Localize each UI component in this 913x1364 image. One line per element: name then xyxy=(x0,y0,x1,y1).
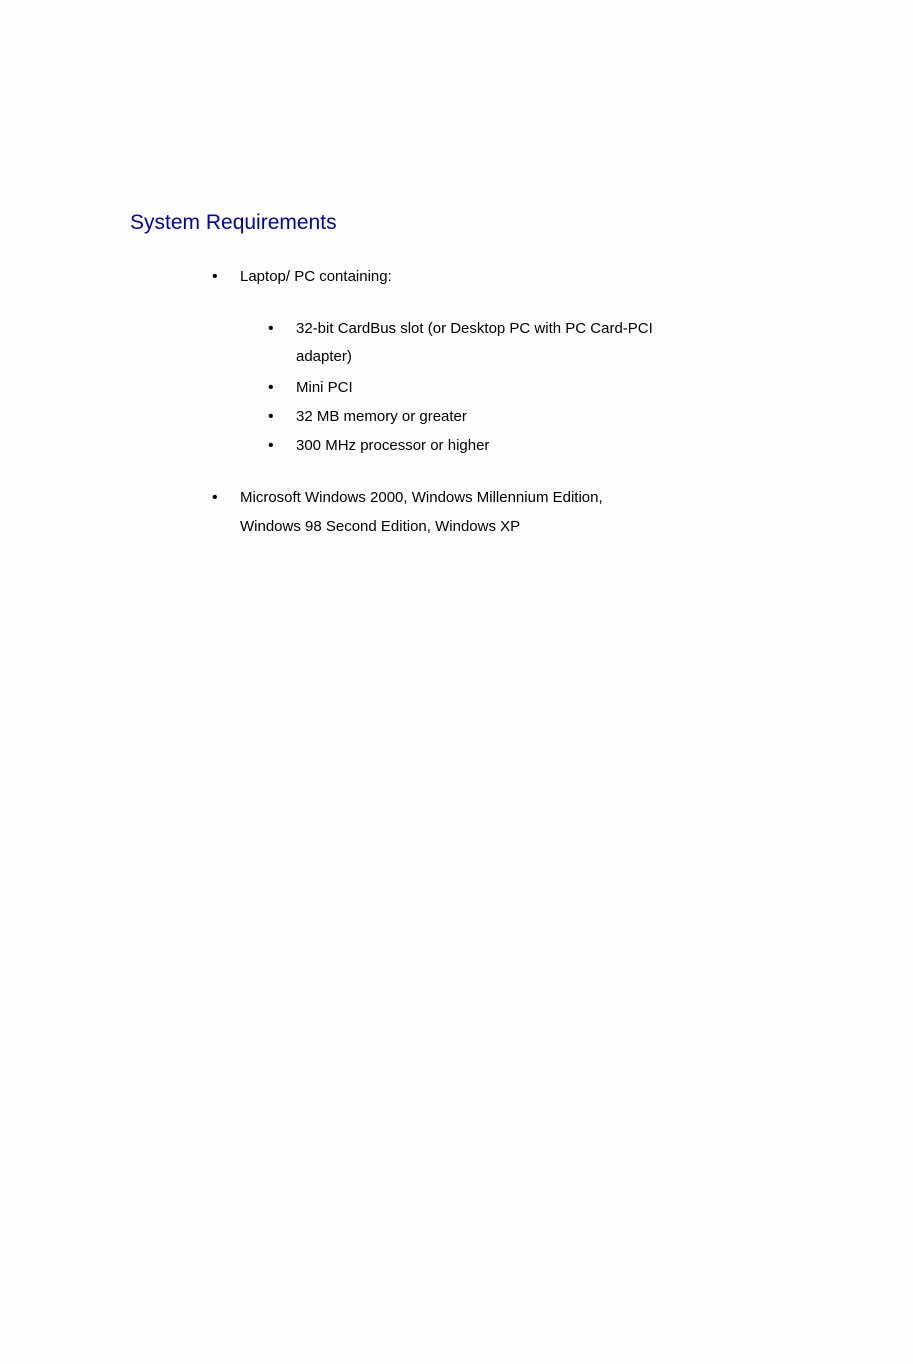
sub-bullet-icon: • xyxy=(268,437,274,454)
sub-item-cardbus-line-1: 32-bit CardBus slot (or Desktop PC with PC Card-PCI xyxy=(296,320,653,337)
sub-item-cardbus-line-2: adapter) xyxy=(296,348,352,365)
requirement-item-laptop: Laptop/ PC containing: xyxy=(240,268,392,285)
sub-item-mini-pci: Mini PCI xyxy=(296,379,353,396)
bullet-icon: • xyxy=(212,489,218,506)
sub-item-memory: 32 MB memory or greater xyxy=(296,408,467,425)
section-heading: System Requirements xyxy=(130,211,337,234)
sub-bullet-icon: • xyxy=(268,320,274,337)
requirement-item-os-line-2: Windows 98 Second Edition, Windows XP xyxy=(240,518,521,535)
sub-item-processor: 300 MHz processor or higher xyxy=(296,437,490,454)
sub-bullet-icon: • xyxy=(268,379,274,396)
bullet-icon: • xyxy=(212,268,218,285)
requirement-item-os-line-1: Microsoft Windows 2000, Windows Millennium Edition, xyxy=(240,489,603,506)
sub-bullet-icon: • xyxy=(268,408,274,425)
